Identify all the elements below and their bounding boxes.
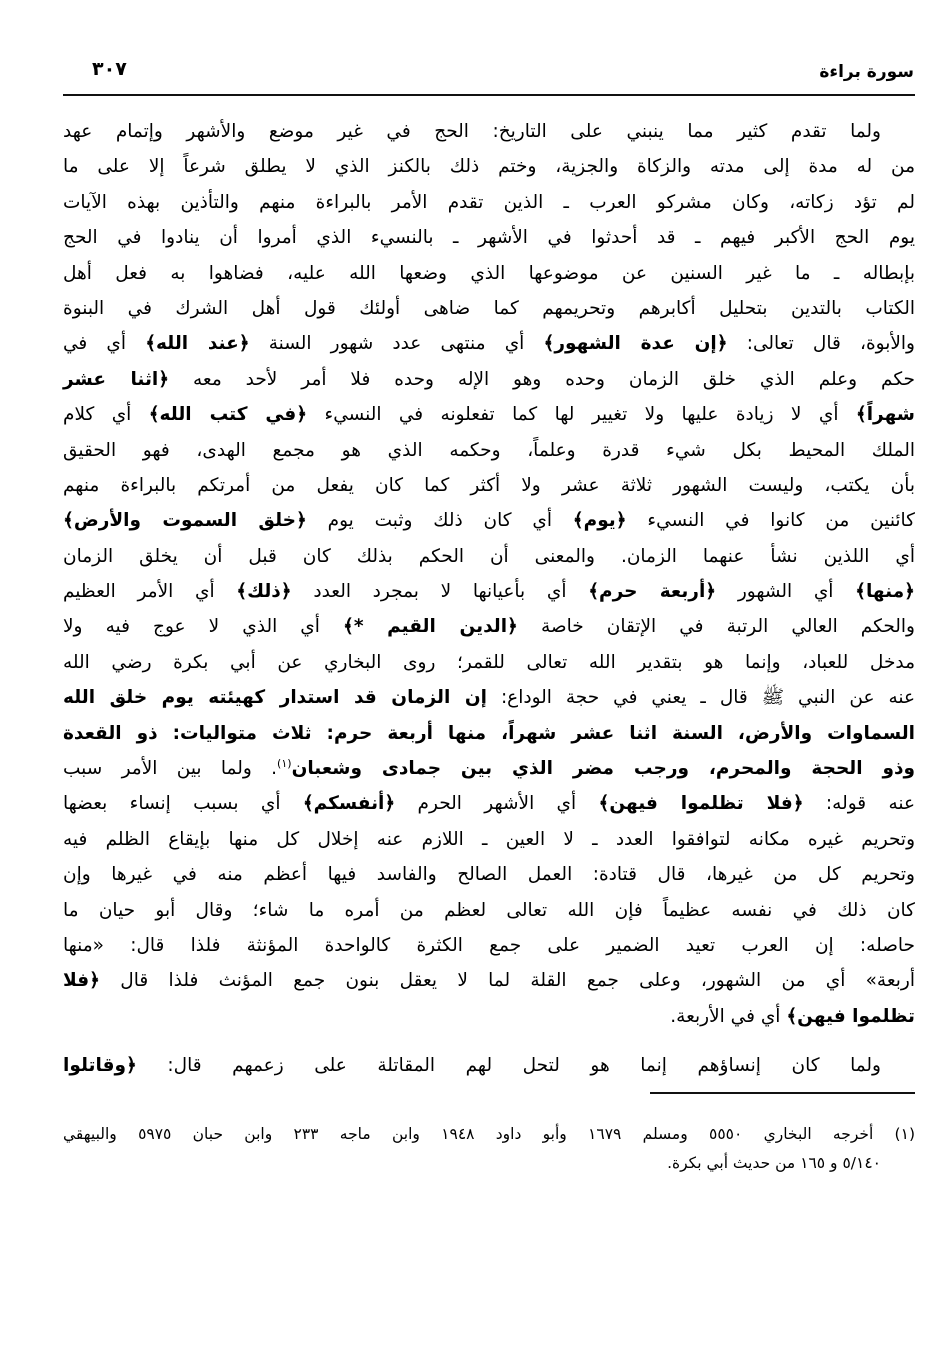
text-line [63,185,915,220]
text-line [63,963,915,998]
footnote-1-line-2: ٥/١٤٠ و ١٦٥ من حديث أبي بكرة. [667,1154,881,1172]
text-segment: بأن يكتب، وليست الشهور ثلاثة عشر ولا أكثر كما كان يفعل من أمرتكم بالبراءة منهم [63,474,915,496]
text-line [63,574,915,609]
text-segment: أي لا زيادة عليها ولا تغيير لها كما تفعلونه في النسيء [307,404,856,426]
text-segment: أي بسبب إنساء بعضها [63,793,303,815]
text-segment: والأبوة، قال تعالى: [727,333,915,355]
text-segment: عنه عن النبي ﷺ قال ـ يعني في حجة الوداع: [486,687,915,709]
text-segment: الكتاب بالتدين بتحليل أكابرهم وتحريمهم كما ضاهى أولئك قول أهل الشرك في البنوة [63,297,915,319]
text-line [63,609,915,644]
quoted-verse: ﴿ذلك﴾ [236,581,292,603]
quoted-verse: شهراً﴾ [855,404,915,426]
text-segment: لم تؤد زكاته، وكان مشركو العرب ـ الذين تقدم الأمر بالبراءة منهم والتأذين بهذه الآيات [63,191,915,213]
text-line [63,1048,915,1083]
text-line [63,220,915,255]
text-segment: كائنين من كانوا في النسيء [626,510,915,532]
text-segment: حكم وعلم الذي خلق الزمان وحده وهو الإله وحده فلا أمر لأحد معه [169,368,915,390]
text-segment: أي كان ذلك وثبت يوم [306,510,573,532]
quoted-verse: ﴿يوم﴾ [572,510,627,532]
quoted-verse: ﴿اثنا عشر [63,368,170,390]
text-segment: عنه قوله: [803,793,915,815]
text-line [63,291,915,326]
footnotes [63,1120,915,1178]
text-segment: الملك المحيط بكل شيء قدرة وعلماً، وحكمه الذي هو مجمع الهدى، فهو الحقيق [63,439,915,461]
text-segment: أي الذي لا عوج فيه ولا [63,616,344,638]
header-rule [63,94,915,96]
quoted-verse: ﴿فلا تظلموا فيهن﴾ [598,793,804,815]
text-line [63,539,915,574]
text-line [63,999,915,1034]
quoted-verse: ﴿منها﴾ [855,581,915,603]
text-line [63,397,915,432]
text-line [63,114,915,149]
page-number: ٣٠٧ [92,58,127,80]
quoted-verse: ﴿فلا [63,970,100,992]
text-segment: بإبطاله ـ ما غير السنين عن موضوعها الذي وضعها الله عليه، فضاهوا به فعل أهل [63,262,915,284]
footnote-1-line-1: (١) أخرجه البخاري ٥٥٥٠ ومسلم ١٦٧٩ وأبو داود ١٩٤٨ وابن ماجه ٢٣٣ وابن حبان ٥٩٧٥ والبيهقي [63,1125,915,1143]
text-segment: يوم الحج الأكبر فيهم ـ قد أحدثوا في الأشهر ـ بالنسيء الذي أمروا أن ينادوا في الحج [63,227,915,249]
quoted-verse: ﴿أنفسكم﴾ [302,793,396,815]
main-text [63,114,915,1084]
footnote-rule [650,1092,915,1094]
text-segment: أي الشهور [716,581,856,603]
text-segment: مدخل للعباد، وإنما هو بتقدير الله تعالى للقمر؛ روى البخاري عن أبي بكرة رضي الله [63,651,915,673]
running-header-title: سورة براءة [819,62,914,82]
text-line [63,326,915,361]
text-line [63,928,915,963]
text-line [63,256,915,291]
text-line [63,468,915,503]
text-segment: أي اللذين نشأ عنهما الزمان. والمعنى أن الحكم بذلك كان قبل أن يخلق الزمان [63,545,915,567]
text-segment: أي كلام [63,404,149,426]
text-segment: كان ذلك في نفسه عظيماً فإن الله تعالى لعظم من أمره ما شاء؛ وقال أبو حيان ما [63,899,915,921]
text-line [63,893,915,928]
text-line [63,822,915,857]
text-segment: أربعة» أي من الشهور، وعلى جمع القلة لما لا يعقل بنون جمع المؤنث فلذا قال [100,970,915,992]
text-line [63,433,915,468]
text-segment: ولما تقدم كثير مما ينبني على التاريخ: الحج في غير موضع والأشهر وإتمام عهد [63,121,881,142]
text-line [63,645,915,680]
text-segment: أي في [63,333,146,355]
quoted-verse: ﴿إن عدة الشهور﴾ [543,333,728,355]
quoted-verse: إن الزمان قد استدار كهيئته يوم خلق الله [63,687,487,709]
text-line [63,751,915,786]
footnote-reference: (١) [277,756,292,770]
paragraph-gap [63,1034,915,1048]
text-line [63,786,915,821]
quoted-verse: ﴿وقاتلوا [63,1055,137,1077]
quoted-verse: السماوات والأرض، السنة اثنا عشر شهراً، منها أربعة حرم: ثلاث متواليات: ذو القعدة [63,722,915,744]
text-segment: حاصله: إن العرب تعيد الضمير على جمع الكثرة كالواحدة المؤنثة فلذا قال: «منها [63,934,915,956]
text-segment: . ولما بين الأمر سبب [63,758,278,780]
text-segment: وتحريم كل من غيرها، قال قتادة: العمل الصالح والفاسد فيها أعظم منه في غيرها وإن [63,864,915,886]
quoted-verse: ﴿خلق السموت والأرض﴾ [63,510,307,532]
quoted-verse: ﴿في كتب الله﴾ [148,404,308,426]
text-segment: أي الأمر العظيم [63,581,237,603]
quoted-verse: ﴿أربعة حرم﴾ [588,581,717,603]
text-line [63,149,915,184]
text-segment: أي منتهى عدد شهور السنة [249,333,544,355]
text-segment: أي في الأربعة. [670,1005,787,1027]
quoted-verse: تظلموا فيهن﴾ [786,1005,915,1027]
text-line [63,362,915,397]
quoted-verse: ﴿الدين القيم *﴾ [343,616,518,638]
text-line [63,503,915,538]
text-segment: من له مدة إلى مدته والزكاة والجزية، وختم ذلك بالكنز الذي لا يطلق شرعاً إلا على ما [63,156,915,178]
quoted-verse: ﴿عند الله﴾ [145,333,250,355]
text-line [63,857,915,892]
text-line [63,716,915,751]
text-segment: أي الأشهر الحرم [395,793,599,815]
text-segment: وتحريم غيره مكانه لتوافقوا العدد ـ لا العين ـ اللازم عنه إخلال كل منها بإيقاع الظلم فيه [63,828,915,850]
text-segment: ولما كان إنساؤهم إنما هو لتحل لهم المقاتلة على زعمهم قال: [136,1055,881,1077]
quoted-verse: وذو الحجة والمحرم، ورجب مضر الذي بين جمادى وشعبان [291,758,915,780]
text-segment: والحكم العالي الرتبة في الإتقان خاصة [517,616,915,638]
text-segment: أي بأعيانها لا بمجرد العدد [291,581,589,603]
text-line [63,680,915,715]
